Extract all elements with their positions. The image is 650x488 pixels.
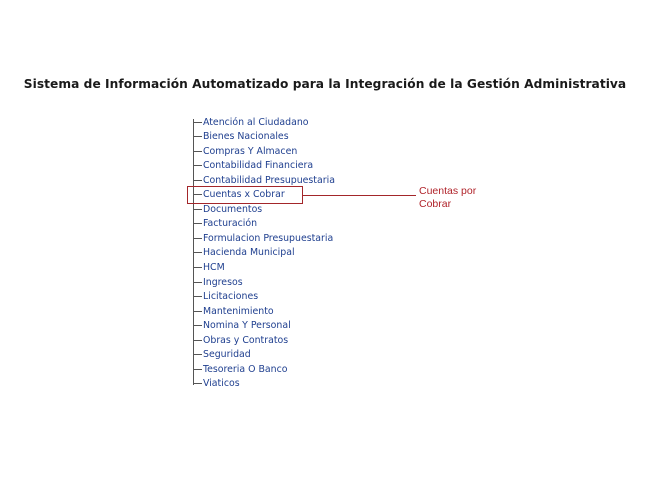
tree-connector [193,282,202,283]
tree-connector [193,311,202,312]
tree-connector [193,136,202,137]
menu-link[interactable]: Nomina Y Personal [203,320,291,332]
menu-link[interactable]: Ingresos [203,276,243,288]
menu-link[interactable]: Licitaciones [203,291,259,303]
tree-connector [193,340,202,341]
menu-link[interactable]: Facturación [203,218,258,230]
menu-link[interactable]: Atención al Ciudadano [203,116,309,128]
menu-item-atencion-al-ciudadano[interactable] [193,115,309,129]
menu-link[interactable]: Contabilidad Financiera [203,160,314,172]
tree-connector [193,383,202,384]
menu-link[interactable]: Mantenimiento [203,305,274,317]
callout-label: Cuentas por Cobrar [419,185,477,210]
menu-item-ingresos[interactable] [193,275,243,289]
menu-item-contabilidad-financiera[interactable] [193,159,313,173]
tree-connector [193,209,202,210]
tree-connector [193,165,202,166]
tree-connector [193,223,202,224]
tree-connector [193,238,202,239]
menu-link[interactable]: Viaticos [203,378,240,390]
tree-connector [193,122,202,123]
tree-connector [193,267,202,268]
tree-connector [193,354,202,355]
menu-item-hcm[interactable] [193,261,225,275]
menu-item-obras-y-contratos[interactable] [193,333,288,347]
page-title: Sistema de Información Automatizado para la Integración de la Gestión Administrativa [23,77,627,91]
menu-link[interactable]: Seguridad [203,349,251,361]
menu-link[interactable]: Tesoreria O Banco [203,363,288,375]
menu-item-seguridad[interactable] [193,348,251,362]
highlight-box [187,186,303,204]
menu-item-hacienda-municipal[interactable] [193,246,295,260]
menu-item-compras-y-almacen[interactable] [193,144,297,158]
tree-connector [193,296,202,297]
tree-connector [193,325,202,326]
tree-connector [193,252,202,253]
menu-link[interactable]: Documentos [203,203,263,215]
callout-line [303,195,416,196]
menu-link[interactable]: Contabilidad Presupuestaria [203,174,335,186]
menu-link[interactable]: Obras y Contratos [203,334,289,346]
menu-item-documentos[interactable] [193,202,262,216]
menu-link[interactable]: Compras Y Almacen [203,145,298,157]
menu-link[interactable]: Bienes Nacionales [203,131,289,143]
tree-connector [193,151,202,152]
menu-link[interactable]: Cuentas x Cobrar [203,189,285,201]
menu-item-nomina-y-personal[interactable] [193,319,291,333]
menu-item-mantenimiento[interactable] [193,304,274,318]
menu-item-bienes-nacionales[interactable] [193,130,289,144]
menu-item-formulacion-presupuestaria[interactable] [193,231,333,245]
tree-connector [193,369,202,370]
menu-item-tesoreria-o-banco[interactable] [193,362,288,376]
menu-item-viaticos[interactable] [193,377,240,391]
menu-link[interactable]: Hacienda Municipal [203,247,295,259]
menu-link[interactable]: Formulacion Presupuestaria [203,232,334,244]
tree-connector [193,180,202,181]
module-menu-tree [193,114,393,394]
menu-link[interactable]: HCM [203,262,225,273]
menu-item-facturacion[interactable] [193,217,257,231]
menu-item-licitaciones[interactable] [193,290,258,304]
